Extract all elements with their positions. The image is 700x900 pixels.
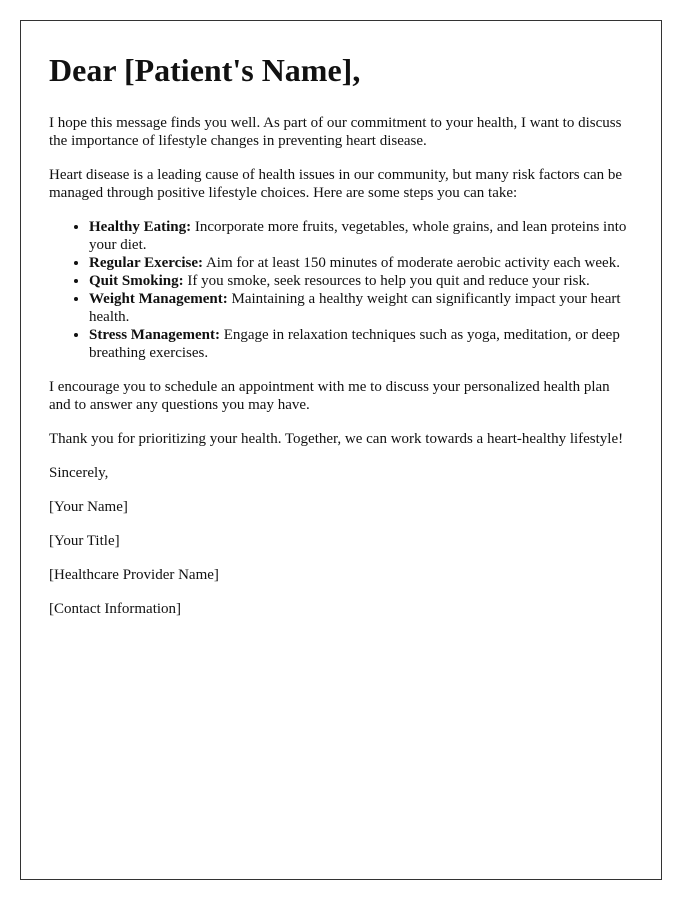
list-item [89, 272, 633, 290]
step-title: Healthy Eating: [89, 219, 192, 235]
contact-information: [Contact Information] [49, 601, 182, 617]
list-item [89, 254, 633, 272]
thanks-paragraph: Thank you for prioritizing your health. Together, we can work towards a heart-healthy lifestyle! [49, 431, 624, 447]
appointment-paragraph: I encourage you to schedule an appointment with me to discuss your personalized health plan and to answer any questions you may have. [49, 379, 610, 413]
intro-paragraph: I hope this message finds you well. As part of our commitment to your health, I want to discuss the importance of lifestyle changes in preventing heart disease. [49, 115, 622, 149]
step-text: Engage in relaxation techniques such as yoga, meditation, or deep breathing exercises. [89, 327, 620, 361]
list-item [89, 218, 633, 254]
sender-name: [Your Name] [49, 499, 128, 515]
list-item [89, 290, 633, 326]
step-text: Maintaining a healthy weight can significantly impact your heart health. [89, 291, 621, 325]
step-text: If you smoke, seek resources to help you quit and reduce your risk. [183, 273, 590, 289]
step-title: Stress Management: [89, 327, 220, 343]
step-title: Weight Management: [89, 291, 228, 307]
greeting-heading: Dear [Patient's Name], [49, 52, 361, 88]
context-paragraph: Heart disease is a leading cause of health issues in our community, but many risk factors can be managed through positive lifestyle choices. Here are some steps you can take: [49, 167, 623, 201]
letter-document [20, 20, 662, 880]
step-text: Aim for at least 150 minutes of moderate aerobic activity each week. [203, 255, 620, 271]
step-text: Incorporate more fruits, vegetables, whole grains, and lean proteins into your diet. [89, 219, 627, 253]
closing-line: Sincerely, [49, 465, 109, 481]
list-item [89, 326, 633, 362]
provider-name: [Healthcare Provider Name] [49, 567, 219, 583]
signature-block [49, 464, 633, 618]
step-title: Quit Smoking: [89, 273, 184, 289]
sender-title: [Your Title] [49, 533, 120, 549]
step-title: Regular Exercise: [89, 255, 204, 271]
lifestyle-steps-list [49, 218, 633, 362]
